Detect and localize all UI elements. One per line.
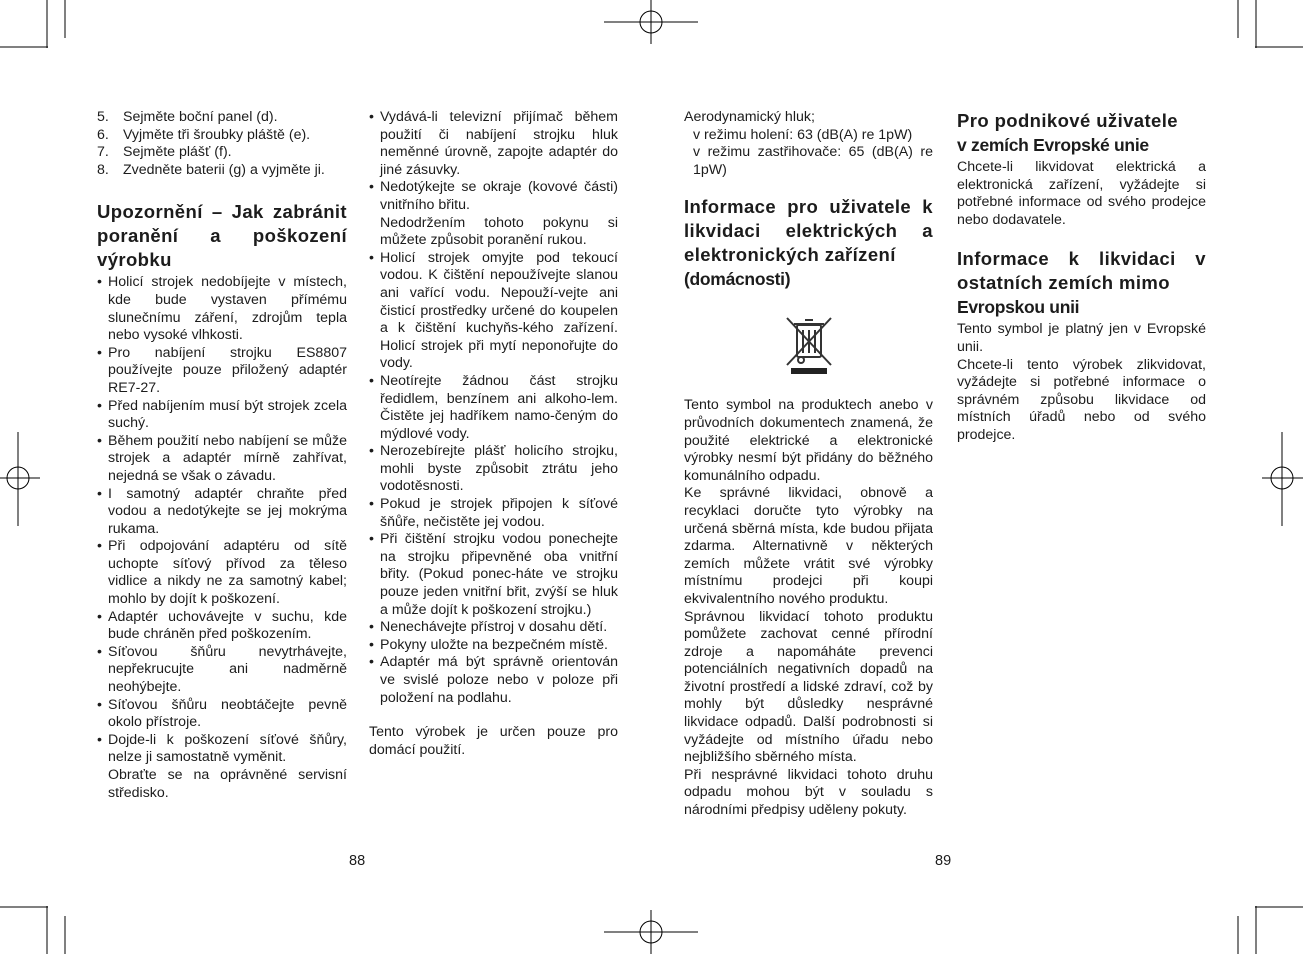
page-number-right: 89 [935,853,952,869]
other-countries-text: Chcete-li tento výrobek zlikvidovat, vyžádejte si potřebné informace o správném způsobu likvidace od místních úřadů nebo od svého prodejce. [957,356,1206,443]
domestic-use-note: Tento výrobek je určen pouze pro domácí použití. [369,724,618,758]
list-item: • Síťovou šňůru nevytrhávejte, nepřekrucujte ani nadměrně neohýbejte. [97,644,347,697]
household-paragraph: Při nesprávné likvidaci tohoto druhu odpadu mohou být v souladu s národními předpisy uděleny pokuty. [684,766,933,819]
business-users-subheading: v zemích Evropské unie [957,135,1149,155]
list-item: • Nenechávejte přístroj v dosahu dětí. [369,619,618,637]
household-paragraph: Správnou likvidací tohoto produktu pomůžete zachovat cenné přírodní zdroje a napomáháte prevenci potenciálních negativních dopadů na životní prostředí a lidské zdraví, což by mohly být důsledky nesprávné likvidace odpadů. Další podrobnosti si vyžádejte od místního úřadu nebo nejbližšího sběrného místa. [684,608,933,766]
crossed-out-wheelie-bin-icon [783,315,835,377]
right-page-column-1 [684,109,933,820]
household-paragraph: Ke správné likvidaci, obnově a recyklaci doručte tyto výrobky na určená sběrná místa, kde budou přijata zdarma. Alternativně v některých zemích můžete vrátit své výrobky místnímu prodejci při koupi ekvivalentního nového produktu. [684,485,933,607]
household-paragraph: Tento symbol na produktech anebo v průvodních dokumentech znamená, že použité elektrické a elektronické výrobky nesmí být přidány do běžného komunálního odpadu. [684,397,933,484]
other-countries-subheading: Evropskou unii [957,297,1080,318]
list-item: • Dojde-li k poškození síťové šňůry, nelze ji samostatně vyměnit. [97,732,347,767]
list-item: • Neotírejte žádnou část strojku ředidlem, benzínem ani alkoho-lem. Čistěte jej hadříkem namo-čeným do mýdlové vody. [369,373,618,443]
noise-shaving: v režimu holení: 63 (dB(A) re 1pW) [693,126,913,143]
list-item: • Před nabíjením musí být strojek zcela suchý. [97,398,347,433]
other-countries-heading: Informace k likvidaci v ostatních zemích mimo Evropskou unii [957,248,1206,318]
warning-heading: Upozornění – Jak zabránit poranění a poškození výrobku [97,201,347,271]
left-page-column-1 [97,109,347,802]
warning-list-continued [369,109,618,215]
business-users-text: Chcete-li likvidovat elektrická a elektronická zařízení, vyžádejte si potřebné informace od svého prodejce nebo dodavatele. [957,159,1206,228]
edge-note: Nedodržením tohoto pokynu si můžete způsobit poranění rukou. [380,214,618,249]
list-item: 5. Sejměte boční panel (d). [97,109,278,125]
household-disposal-subheading: (domácnosti) [684,269,791,290]
list-item: • Při čištění strojku vodou ponechejte na strojku připevněné oba vnitřní břity. (Pokud ponec-háte ve strojku pouze jeden vnitřní břit, zvýší se hluk a může dojít k poškození strojku.) [369,531,618,619]
warning-list [97,274,347,767]
list-item: 8. Zvedněte baterii (g) a vyjměte ji. [97,161,325,178]
list-item: • Pokyny uložte na bezpečném místě. [369,637,618,655]
right-page-column-2 [957,109,1206,445]
warning-list-cleaning [369,250,618,707]
service-note: Obraťte se na oprávněné servisní středisko. [108,767,347,801]
list-item: • Pokud je strojek připojen k síťové šňůře, nečistěte jej vodou. [369,496,618,531]
list-item: • Holicí strojek omyjte pod tekoucí vodou. K čištění nepoužívejte slanou ani vařící vodu. Nepouží-vejte ani čisticí prostředky určené do koupelen a k čištění kuchyňs-kého zařízení. Holicí strojek při mytí neponořujte do vody. [369,250,618,373]
list-item: • Nerozebírejte plášť holicího strojku, mohli byste způsobit ztrátu jeho vodotěsnosti. [369,443,618,496]
noise-trimming: v režimu zastřihovače: 65 (dB(A) re 1pW) [693,144,933,178]
list-item: • I samotný adaptér chraňte před vodou a nedotýkejte se jej mokrýma rukama. [97,486,347,539]
list-item: • Vydává-li televizní přijímač během použití či nabíjení strojku hluk neměnné úrovně, zapojte adaptér do jiné zásuvky. [369,109,618,179]
list-item: • Nedotýkejte se okraje (kovové části) vnitřního břitu. [369,179,618,214]
household-disposal-heading: Informace pro uživatele k likvidaci elektrických a elektronických zařízení (domácnosti) [684,196,933,290]
list-item: 7. Sejměte plášť (f). [97,144,232,161]
list-item: • Síťovou šňůru neobtáčejte pevně okolo přístroje. [97,697,347,732]
left-page-column-2 [369,109,618,759]
list-item: • Holicí strojek nedobíjejte v místech, kde bude vystaven přímému slunečnímu záření, zdrojům tepla nebo vysoké vlhkosti. [97,274,347,344]
business-users-heading: Pro podnikové uživatele v zemích Evropské unie [957,109,1206,157]
page-number-left: 88 [349,853,366,869]
list-item: • Adaptér uchovávejte v suchu, kde bude chráněn před poškozením. [97,609,347,644]
removal-steps-list [97,109,347,179]
list-item: • Adaptér má být správně orientován ve svislé poloze nebo v poloze při položení na podlahu. [369,654,618,707]
list-item: • Během použití nebo nabíjení se může strojek a adaptér mírně zahřívat, nejedná se však o závadu. [97,433,347,486]
list-item: • Pro nabíjení strojku ES8807 používejte pouze přiložený adaptér RE7-27. [97,345,347,398]
list-item: 6. Vyjměte tři šroubky pláště (e). [97,126,311,143]
list-item: • Při odpojování adaptéru od sítě uchopte síťový přívod za těleso vidlice a nikdy ne za samotný kabel; mohlo by dojít k poškození. [97,538,347,608]
noise-label: Aerodynamický hluk; [684,109,815,125]
other-countries-text: Tento symbol je platný jen v Evropské unii. [957,321,1206,355]
